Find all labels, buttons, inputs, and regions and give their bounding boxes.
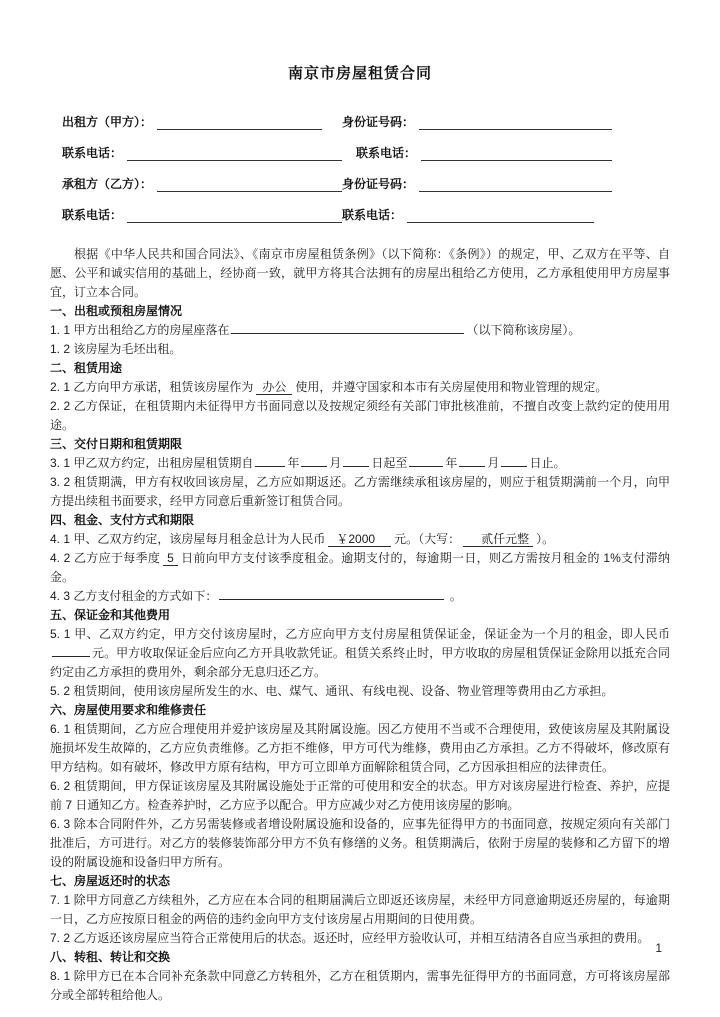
id-number-label: 身份证号码： [342, 115, 415, 129]
page-title: 南京市房屋租赁合同 [287, 65, 432, 82]
lessee-id-field [342, 175, 612, 192]
phone-label: 联系电话： [342, 208, 403, 222]
section-heading: 三、交付日期和租赁期限 [50, 437, 183, 451]
blank-line [127, 157, 342, 161]
section-heading: 四、租金、支付方式和期限 [50, 513, 195, 527]
blank-line [459, 455, 485, 467]
section-heading: 一、出租或预租房屋情况 [50, 304, 183, 318]
clause: 3. 2 租赁期满，甲方有权收回该房屋，乙方应如期返还。乙方需继续承租该房屋的，则应于租赁期满前一个月，向甲方提出续租书面要求，经甲方同意后重新签订租赁合同。 [50, 475, 670, 508]
lessor-label: 出租方（甲方）： [62, 115, 153, 129]
clause: 2. 1 乙方向甲方承诺，租赁该房屋作为 办公 使用，并遵守国家和本市有关房屋使用和物业管理的规定。 [50, 380, 608, 394]
filled-value: ￥2000 [328, 532, 391, 547]
form-row [62, 134, 612, 165]
clause: 7. 2 乙方返还该房屋应当符合正常使用后的状态。返还时，应经甲方验收认可，并相互结清各自应当承担的费用。 [50, 931, 650, 945]
clause: 2. 2 乙方保证，在租赁期内未征得甲方书面同意以及按规定须经有关部门审批核准前，不擅自改变上款约定的使用用途。 [50, 399, 670, 432]
blank-line [419, 188, 612, 192]
clause: 1. 2 该房屋为毛坯出租。 [50, 342, 182, 356]
blank-line [255, 455, 285, 467]
phone-label: 联系电话： [62, 146, 123, 160]
party-info-form [62, 103, 612, 227]
section-heading: 六、房屋使用要求和维修责任 [50, 703, 207, 717]
clause: 6. 3 除本合同附件外，乙方另需装修或者增设附属设施和设备的，应事先征得甲方的书面同意，按规定须向有关部门批准后，方可进行。对乙方的装修装饰部分甲方不负有修缮的义务。租赁期满后，依附于房屋的装修和乙方留下的增设的附属设施和设备归甲方所有。 [50, 817, 670, 869]
section-heading: 五、保证金和其他费用 [50, 608, 171, 622]
blank-line [219, 588, 444, 600]
blank-line [501, 455, 527, 467]
lessor-phone-field [62, 144, 342, 161]
phone-label: 联系电话： [356, 146, 417, 160]
blank-line [157, 126, 322, 130]
page-number: 1 [655, 941, 662, 955]
blank-line [419, 126, 612, 130]
lessor-id-field [342, 113, 612, 130]
clause: 7. 1 除甲方同意乙方续租外，乙方应在本合同的租期届满后立即返还该房屋，未经甲方同意逾期返还房屋的，每逾期一日，乙方应按原日租金的两倍的违约金向甲方支付该房屋占用期间的日使用费。 [50, 893, 670, 926]
filled-value: 5 [163, 551, 178, 566]
clause: 4. 2 乙方应于每季度 5 日前向甲方支付该季度租金。逾期支付的，每逾期一日，则乙方需按月租金的 1%支付滞纳金。 [50, 551, 670, 584]
blank-line [52, 645, 90, 657]
blank-line [301, 455, 327, 467]
clause: 5. 1 甲、乙双方约定，甲方交付该房屋时，乙方应向甲方支付房屋租赁保证金，保证金为一个月的租金，即人民币元。甲方收取保证金后应向乙方开具收款凭证。租赁关系终止时，甲方收取的房屋租赁保证金除用以抵充合同约定由乙方承担的费用外，剩余部分无息归还乙方。 [50, 627, 670, 679]
blank-line [343, 455, 369, 467]
section-heading: 七、房屋返还时的状态 [50, 874, 171, 888]
section-heading: 二、租赁用途 [50, 361, 123, 375]
lessee-phone2-field [342, 206, 612, 223]
contract-sections [50, 302, 670, 1005]
blank-line [407, 219, 594, 223]
phone-label: 联系电话： [62, 208, 123, 222]
section-heading: 八、转租、转让和交换 [50, 950, 171, 964]
clause: 4. 3 乙方支付租金的方式如下： 。 [50, 589, 462, 603]
lessor-field [62, 113, 342, 130]
clause: 4. 1 甲、乙双方约定，该房屋每月租金总计为人民币 ￥2000 元。（大写： 贰仟元整 ）。 [50, 532, 555, 546]
blank-line [231, 322, 464, 334]
id-number-label: 身份证号码： [342, 177, 415, 191]
clause: 1. 1 甲方出租给乙方的房屋座落在 （以下简称该房屋）。 [50, 323, 581, 337]
lessee-phone-field [62, 206, 342, 223]
blank-line [157, 188, 342, 192]
lessor-phone2-field [342, 144, 612, 161]
lessee-label: 承租方（乙方）： [62, 177, 153, 191]
form-row [62, 196, 612, 227]
blank-line [409, 455, 443, 467]
lessee-field [62, 175, 342, 192]
blank-line [421, 157, 612, 161]
clause: 8. 1 除甲方已在本合同补充条款中同意乙方转租外，乙方在租赁期内，需事先征得甲方的书面同意，方可将该房屋部分或全部转租给他人。 [50, 969, 670, 1002]
form-row [62, 103, 612, 134]
form-row [62, 165, 612, 196]
blank-line [127, 219, 342, 223]
contract-body [50, 245, 670, 1005]
filled-value: 办公 [256, 380, 292, 395]
clause: 6. 2 租赁期间，甲方保证该房屋及其附属设施处于正常的可使用和安全的状态。甲方对该房屋进行检查、养护，应提前 7 日通知乙方。检查养护时，乙方应予以配合。甲方应减少对乙方使用该房屋的影响。 [50, 779, 670, 812]
filled-value: 贰仟元整 [463, 532, 533, 547]
preamble-paragraph: 根据《中华人民共和国合同法》、《南京市房屋租赁条例》（以下简称：《条例》）的规定，甲、乙双方在平等、自愿、公平和诚实信用的基础上，经协商一致，就甲方将其合法拥有的房屋出租给乙方使用，乙方承租使用甲方房屋事宜，订立本合同。 [50, 247, 670, 299]
clause: 5. 2 租赁期间，使用该房屋所发生的水、电、煤气、通讯、有线电视、设备、物业管理等费用由乙方承担。 [50, 684, 614, 698]
clause: 6. 1 租赁期间，乙方应合理使用并爱护该房屋及其附属设施。因乙方使用不当或不合理使用，致使该房屋及其附属设施损坏发生故障的，乙方应负责维修。乙方拒不维修，甲方可代为维修，费用由乙方承担。乙方不得破坏，修改原有甲方结构。如有破坏，修改甲方原有结构，甲方可立即单方面解除租赁合同，乙方因承担相应的法律责任。 [50, 722, 670, 774]
clause: 3. 1 甲乙双方约定，出租房屋租赁期自 年 月 日起至 年 月 日止。 [50, 456, 566, 470]
